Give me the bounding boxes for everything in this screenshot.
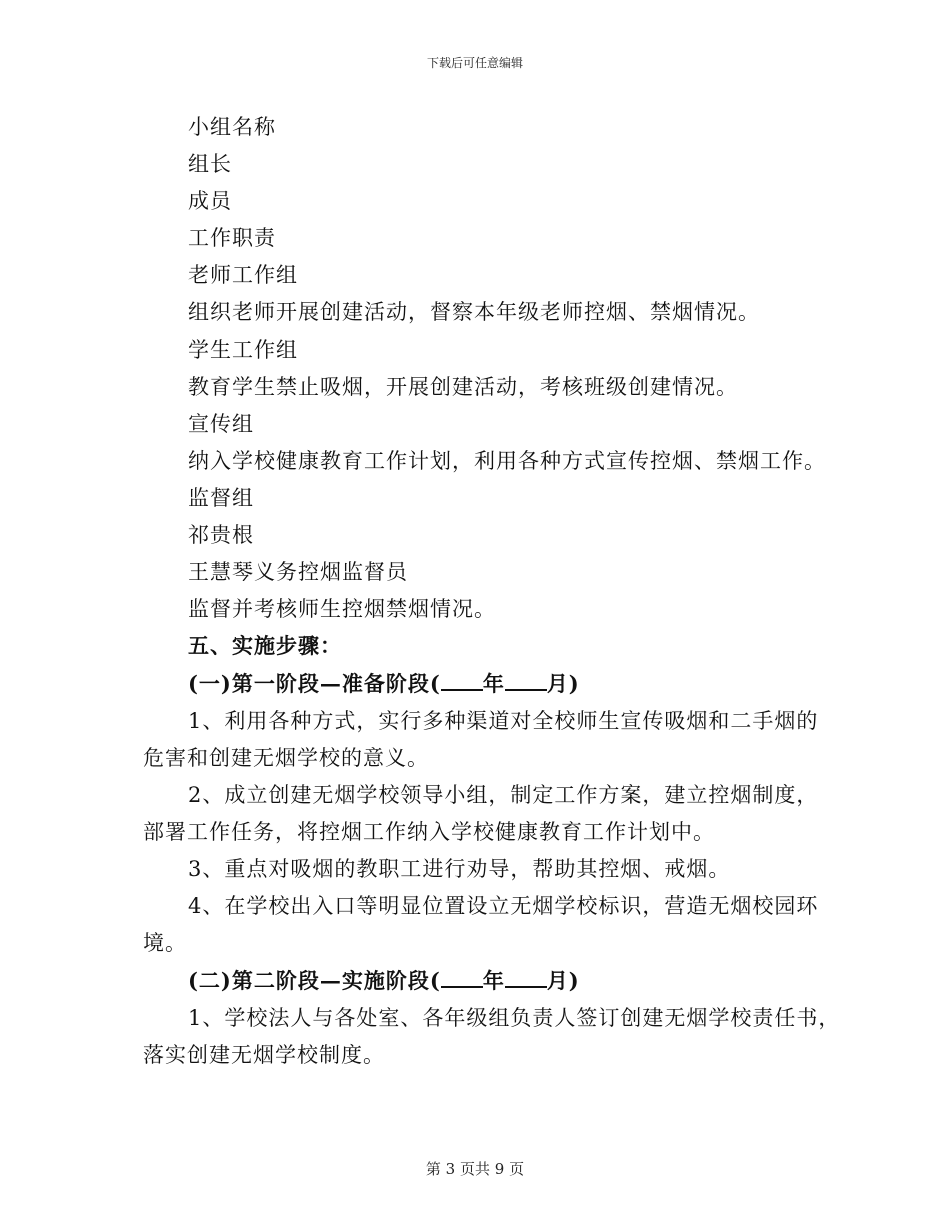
stage-two-prefix: (二)第二阶段—实施阶段( bbox=[188, 968, 441, 993]
student-group-title: 学生工作组 bbox=[188, 338, 298, 362]
supervision-group-duty: 监督并考核师生控烟禁烟情况。 bbox=[188, 597, 496, 621]
month-blank bbox=[505, 669, 547, 691]
stage-one-item-3: 3、重点对吸烟的教职工进行劝导，帮助其控烟、戒烟。 bbox=[188, 857, 731, 881]
supervision-member-1: 祁贵根 bbox=[188, 523, 254, 547]
duties-label: 工作职责 bbox=[188, 226, 276, 250]
section-five-heading: 五、实施步骤： bbox=[188, 633, 342, 658]
publicity-group-duty: 纳入学校健康教育工作计划，利用各种方式宣传控烟、禁烟工作。 bbox=[188, 449, 826, 473]
page-footer: 第 3 页共 9 页 bbox=[425, 1160, 525, 1178]
stage-two-month: 月) bbox=[546, 968, 580, 993]
leader-label: 组长 bbox=[188, 152, 232, 176]
group-name-label: 小组名称 bbox=[188, 115, 276, 139]
stage-one-year: 年 bbox=[482, 671, 505, 696]
stage-two-item-1a: 1、学校法人与各处室、各年级组负责人签订创建无烟学校责任书， bbox=[188, 1006, 841, 1030]
supervision-group-title: 监督组 bbox=[188, 486, 254, 510]
stage-one-item-2a: 2、成立创建无烟学校领导小组，制定工作方案，建立控烟制度， bbox=[188, 783, 819, 807]
year-blank bbox=[441, 966, 483, 988]
stage-two-item-1b: 落实创建无烟学校制度。 bbox=[143, 1043, 385, 1067]
year-blank bbox=[441, 669, 483, 691]
student-group-duty: 教育学生禁止吸烟，开展创建活动，考核班级创建情况。 bbox=[188, 375, 738, 399]
stage-one-month: 月) bbox=[546, 671, 580, 696]
stage-one-heading bbox=[188, 669, 580, 698]
members-label: 成员 bbox=[188, 189, 232, 213]
stage-one-item-1b: 危害和创建无烟学校的意义。 bbox=[143, 746, 429, 770]
stage-one-item-2b: 部署工作任务，将控烟工作纳入学校健康教育工作计划中。 bbox=[143, 820, 715, 844]
page-header: 下载后可任意编辑 bbox=[426, 56, 523, 70]
stage-one-item-4b: 境。 bbox=[143, 931, 187, 955]
stage-one-item-1a: 1、利用各种方式，实行多种渠道对全校师生宣传吸烟和二手烟的 bbox=[188, 709, 819, 733]
stage-one-prefix: (一)第一阶段—准备阶段( bbox=[188, 671, 441, 696]
publicity-group-title: 宣传组 bbox=[188, 412, 254, 436]
stage-two-year: 年 bbox=[482, 968, 505, 993]
supervision-member-2: 王慧琴义务控烟监督员 bbox=[188, 560, 408, 584]
stage-one-item-4a: 4、在学校出入口等明显位置设立无烟学校标识，营造无烟校园环 bbox=[188, 894, 819, 918]
month-blank bbox=[505, 966, 547, 988]
stage-two-heading bbox=[188, 966, 580, 995]
teacher-group-duty: 组织老师开展创建活动，督察本年级老师控烟、禁烟情况。 bbox=[188, 300, 760, 324]
teacher-group-title: 老师工作组 bbox=[188, 263, 298, 287]
